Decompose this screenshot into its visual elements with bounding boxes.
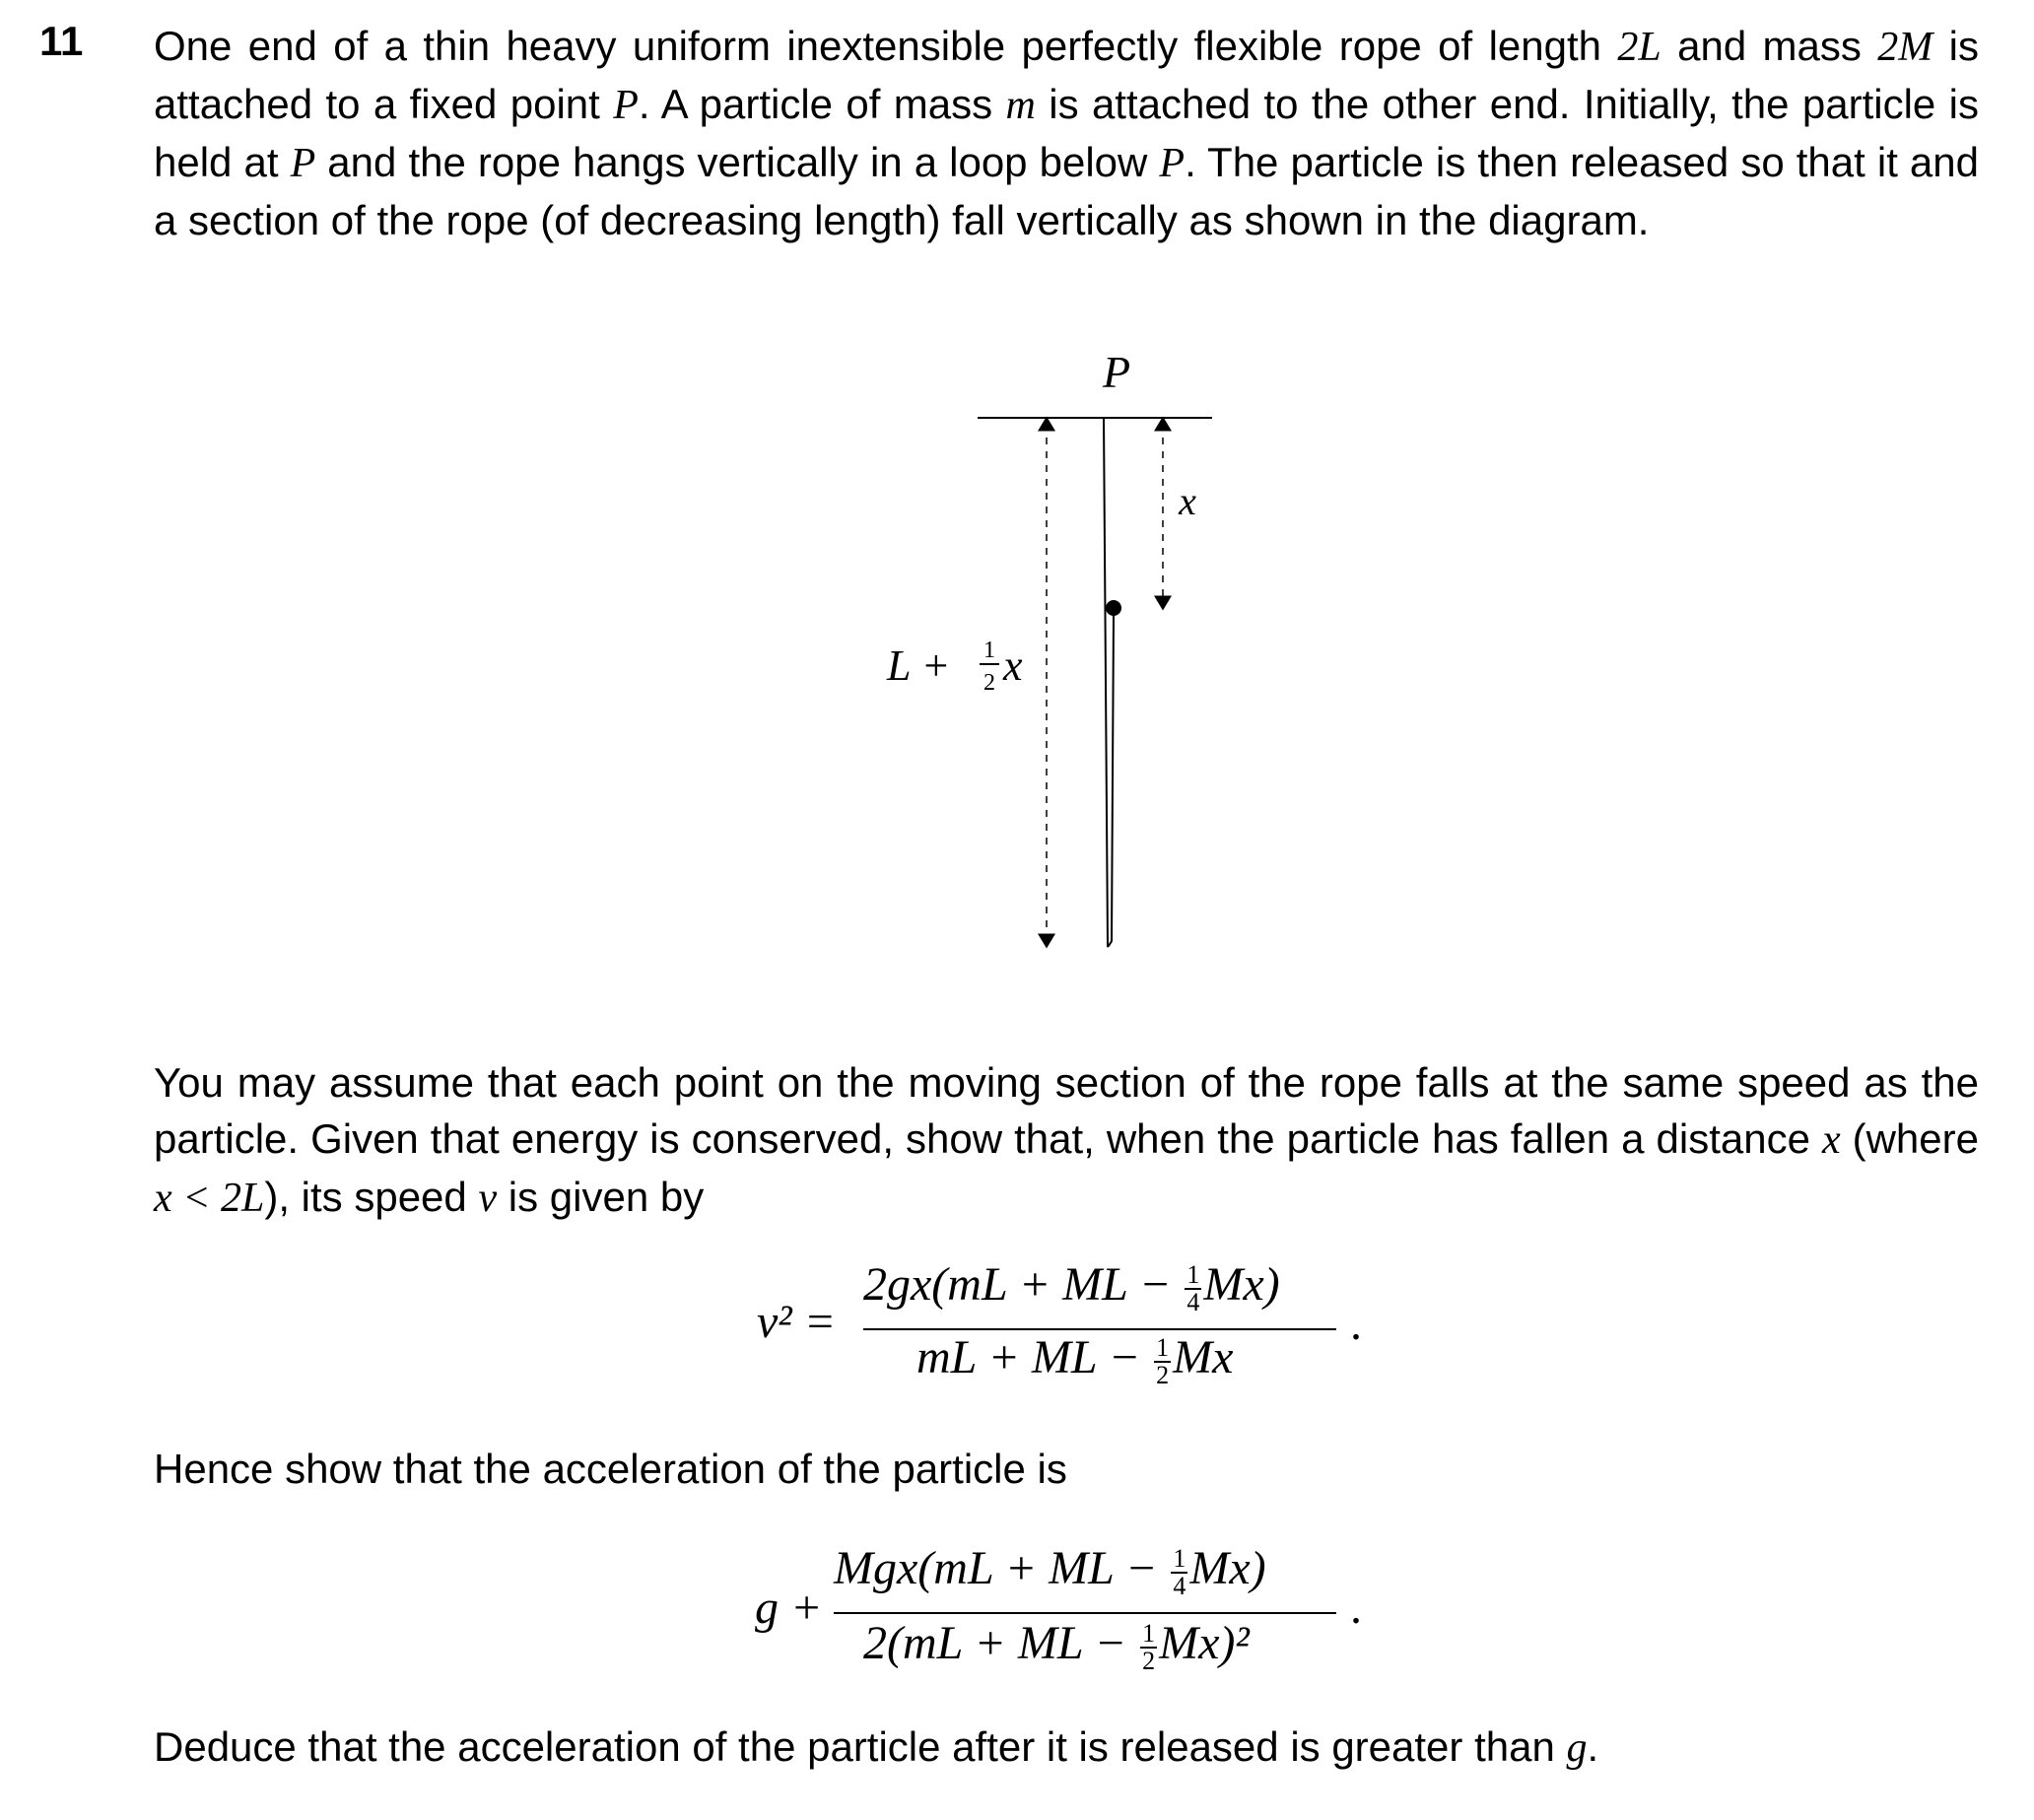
inline-math: v <box>478 1176 498 1221</box>
question-middle <box>154 1054 1979 1227</box>
eq1-period: . <box>1350 1298 1362 1350</box>
eq1-numerator: 2gx(mL + ML − $\frac{1}{4}$ Mx) <box>863 1258 1280 1316</box>
text-run: . The particle is then released so that it and a section of the rope (of decreasing length) fall vertically as shown in the diagram. <box>154 139 1979 243</box>
text-run: and the rope hangs vertically in a loop below <box>315 139 1160 185</box>
svg-text:1: 1 <box>983 638 995 663</box>
text-run: You may assume that each point on the moving section of the rope falls at the same speed as the particle. Given that energy is conserved, show that, when the particle has fallen a distance <box>154 1059 1979 1162</box>
eq2-fraction-bar <box>834 1612 1336 1614</box>
inline-math: P <box>613 83 639 128</box>
particle <box>1106 600 1121 616</box>
question-number: 11 <box>39 18 84 64</box>
eq2-numerator: Mgx(mL + ML − $\frac{1}{4}$ Mx) <box>834 1542 1266 1600</box>
inline-math: 2M <box>1877 25 1933 70</box>
point-p-label: P <box>1102 347 1131 397</box>
text-run: is attached to a fixed point <box>154 23 1980 127</box>
question-deduce <box>154 1719 1979 1777</box>
eq1-denominator: mL + ML − $\frac{1}{2}$ Mx <box>916 1331 1234 1389</box>
svg-text:2: 2 <box>983 670 995 696</box>
eq2-period: . <box>1350 1582 1362 1634</box>
text-run: (where <box>1840 1115 1979 1162</box>
text-run: is given by <box>497 1174 705 1220</box>
svg-text:x: x <box>1003 641 1023 690</box>
text-run: One end of a thin heavy uniform inextensible perfectly flexible rope of length <box>154 23 1618 69</box>
inline-math: m <box>1005 83 1036 128</box>
text-run: ), its speed <box>264 1174 479 1220</box>
inline-math: x < 2L <box>154 1176 265 1221</box>
rope-diagram <box>867 345 1261 956</box>
eq1-lhs: v² = <box>757 1296 837 1348</box>
text-run: Hence show that the acceleration of the particle is <box>154 1446 1067 1492</box>
text-run: is attached to the other end. Initially, the particle is held at <box>154 81 1980 185</box>
question-intro <box>154 18 1979 248</box>
rope-fixed-section <box>1104 418 1108 946</box>
svg-text:L +: L + <box>887 641 951 690</box>
eq2-lhs: g + <box>755 1582 823 1634</box>
inline-math: P <box>290 141 316 186</box>
x-label: x <box>1179 479 1196 523</box>
text-run: and mass <box>1661 23 1878 69</box>
inline-math: g <box>1566 1725 1588 1771</box>
inline-math: x <box>1821 1117 1841 1163</box>
inline-math: 2L <box>1617 25 1661 70</box>
text-run: Deduce that the acceleration of the particle after it is released is greater than <box>154 1723 1567 1770</box>
rope-moving-section <box>1108 613 1114 946</box>
inline-math: P <box>1159 141 1186 186</box>
question-hence <box>154 1441 1979 1497</box>
length-label <box>886 638 1023 696</box>
eq2-denominator: 2(mL + ML − $\frac{1}{2}$ Mx)² <box>863 1617 1250 1675</box>
text-run: . A particle of mass <box>638 81 1006 127</box>
text-run: . <box>1587 1723 1599 1770</box>
